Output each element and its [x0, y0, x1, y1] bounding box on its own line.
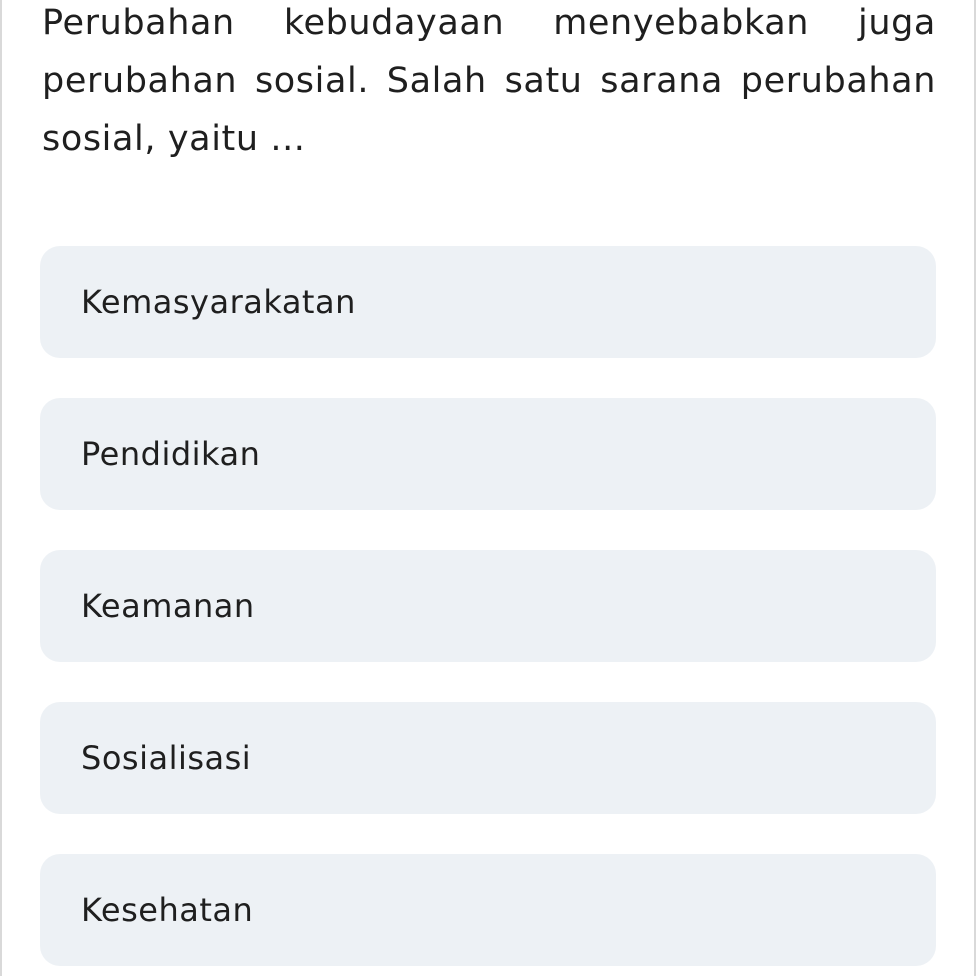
- answer-option-label: Kesehatan: [81, 891, 254, 929]
- answer-option-label: Sosialisasi: [81, 739, 252, 777]
- answer-options: [40, 246, 936, 966]
- answer-option-kemasyarakatan[interactable]: [40, 246, 936, 358]
- question-text: Perubahan kebudayaan menyebabkan juga perubahan sosial. Salah satu sarana perubahan sosial, yaitu ...: [42, 3, 936, 159]
- answer-option-label: Pendidikan: [81, 435, 261, 473]
- answer-option-sosialisasi[interactable]: [40, 702, 936, 814]
- answer-option-pendidikan[interactable]: [40, 398, 936, 510]
- answer-option-label: Kemasyarakatan: [81, 283, 356, 321]
- answer-option-keamanan[interactable]: [40, 550, 936, 662]
- frame-border-left: [0, 0, 2, 976]
- answer-option-kesehatan[interactable]: [40, 854, 936, 966]
- answer-option-label: Keamanan: [81, 587, 255, 625]
